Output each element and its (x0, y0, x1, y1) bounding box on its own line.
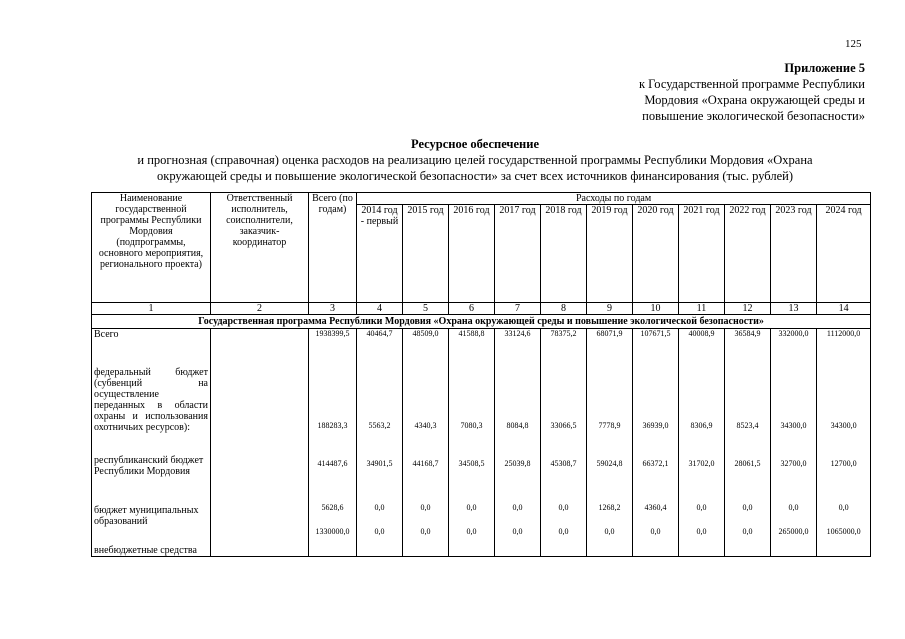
document-heading (60, 136, 890, 184)
column-number: 11 (679, 303, 725, 315)
row-label: внебюджетные средства (94, 545, 197, 556)
header-year: 2019 год (587, 205, 633, 303)
year-value: 0,0 (420, 526, 431, 536)
year-value: 4340,3 (414, 420, 437, 430)
header-year: 2014 год - первый (357, 205, 403, 303)
total-value: 5628,6 (321, 502, 344, 512)
year-value: 36584,9 (734, 329, 761, 338)
appendix-line: повышение экологической безопасности» (642, 109, 865, 123)
header-year: 2015 год (403, 205, 449, 303)
year-value: 59024,8 (596, 458, 623, 468)
year-value: 0,0 (374, 526, 385, 536)
column-number: 9 (587, 303, 633, 315)
year-value: 78375,2 (550, 329, 577, 338)
header-year: 2021 год (679, 205, 725, 303)
header-year: 2017 год (495, 205, 541, 303)
appendix-title: Приложение 5 (784, 61, 865, 75)
year-value: 0,0 (650, 526, 661, 536)
table-row (92, 329, 871, 351)
year-value: 68071,9 (596, 329, 623, 338)
year-value: 0,0 (512, 526, 523, 536)
year-value: 34300,0 (780, 420, 807, 430)
year-value: 8523,4 (736, 420, 759, 430)
year-value: 0,0 (420, 502, 431, 512)
row-label: бюджет муниципальных образований (94, 504, 199, 527)
year-value: 0,0 (742, 502, 753, 512)
total-value: 1938399,5 (315, 329, 350, 338)
column-number: 13 (771, 303, 817, 315)
year-value: 0,0 (558, 502, 569, 512)
year-value: 40464,7 (366, 329, 393, 338)
header-year: 2023 год (771, 205, 817, 303)
appendix-block (565, 60, 865, 124)
heading-title: Ресурсное обеспечение (410, 137, 539, 151)
header-responsible: Ответственный исполнитель, соисполнители, заказчик-координатор (211, 193, 309, 303)
appendix-line: к Государственной программе Республики (638, 77, 865, 91)
year-value: 0,0 (558, 526, 569, 536)
year-value: 0,0 (838, 502, 849, 512)
column-number: 8 (541, 303, 587, 315)
column-number: 1 (92, 303, 211, 315)
year-value: 0,0 (466, 526, 477, 536)
year-value: 45308,7 (550, 458, 577, 468)
year-value: 0,0 (604, 526, 615, 536)
year-value: 0,0 (788, 502, 799, 512)
header-years-group: Расходы по годам (357, 193, 871, 205)
year-value: 1065000,0 (826, 526, 861, 536)
responsible-cell (211, 477, 309, 527)
year-value: 8084,8 (506, 420, 529, 430)
column-number: 6 (449, 303, 495, 315)
year-value: 1268,2 (598, 502, 621, 512)
column-number: 10 (633, 303, 679, 315)
year-value: 0,0 (696, 502, 707, 512)
column-number: 12 (725, 303, 771, 315)
header-year: 2016 год (449, 205, 495, 303)
row-label: федеральный бюджет (субвенций на осуществление переданных в области охраны и использования охотничьих ресурсов): (94, 366, 208, 433)
year-value: 0,0 (512, 502, 523, 512)
year-value: 40008,9 (688, 329, 715, 338)
column-number: 5 (403, 303, 449, 315)
responsible-cell (211, 527, 309, 557)
year-value: 34901,5 (366, 458, 393, 468)
heading-line: окружающей среды и повышение экологической безопасности» за счет всех источников финансирования (тыс. рублей) (157, 169, 793, 183)
responsible-cell (211, 351, 309, 433)
table-row (92, 527, 871, 557)
year-value: 332000,0 (778, 329, 809, 338)
year-value: 33124,6 (504, 329, 531, 338)
year-value: 0,0 (696, 526, 707, 536)
appendix-line: Мордовия «Охрана окружающей среды и (644, 93, 865, 107)
year-value: 5563,2 (368, 420, 391, 430)
row-label: республиканский бюджет Республики Мордовия (94, 454, 204, 477)
year-value: 0,0 (466, 502, 477, 512)
year-value: 44168,7 (412, 458, 439, 468)
responsible-cell (211, 329, 309, 351)
year-value: 34300,0 (830, 420, 857, 430)
resource-table (91, 192, 871, 557)
year-value: 48509,0 (412, 329, 439, 338)
year-value: 265000,0 (778, 526, 809, 536)
year-value: 41588,8 (458, 329, 485, 338)
column-number: 7 (495, 303, 541, 315)
total-value: 1330000,0 (315, 526, 350, 536)
year-value: 7778,9 (598, 420, 621, 430)
total-value: 414487,6 (317, 458, 348, 468)
year-value: 4360,4 (644, 502, 667, 512)
table-row (92, 351, 871, 433)
header-name: Наименование государственной программы Республики Мордовия (подпрограммы, основного мероприятия, регионального проекта) (92, 193, 211, 303)
year-value: 0,0 (374, 502, 385, 512)
page-number: 125 (845, 38, 862, 50)
year-value: 8306,9 (690, 420, 713, 430)
header-year: 2018 год (541, 205, 587, 303)
header-year: 2024 год (817, 205, 871, 303)
column-number: 14 (817, 303, 871, 315)
table-row (92, 477, 871, 527)
year-value: 12700,0 (830, 458, 857, 468)
year-value: 1112000,0 (826, 329, 861, 338)
row-label: Всего (94, 329, 119, 340)
year-value: 34508,5 (458, 458, 485, 468)
column-number: 3 (309, 303, 357, 315)
year-value: 25039,8 (504, 458, 531, 468)
column-number: 4 (357, 303, 403, 315)
header-year: 2020 год (633, 205, 679, 303)
year-value: 7080,3 (460, 420, 483, 430)
year-value: 28061,5 (734, 458, 761, 468)
year-value: 107671,5 (640, 329, 671, 338)
year-value: 32700,0 (780, 458, 807, 468)
header-total: Всего (по годам) (309, 193, 357, 303)
year-value: 31702,0 (688, 458, 715, 468)
year-value: 66372,1 (642, 458, 669, 468)
header-year: 2022 год (725, 205, 771, 303)
section-title: Государственная программа Республики Мордовия «Охрана окружающей среды и повышение экологической безопасности» (92, 315, 871, 329)
heading-line: и прогнозная (справочная) оценка расходов на реализацию целей государственной программы Республики Мордовия «Охрана (137, 153, 813, 167)
year-value: 36939,0 (642, 420, 669, 430)
table-row (92, 433, 871, 477)
year-value: 33066,5 (550, 420, 577, 430)
responsible-cell (211, 433, 309, 477)
total-value: 188283,3 (317, 420, 348, 430)
column-number: 2 (211, 303, 309, 315)
year-value: 0,0 (742, 526, 753, 536)
